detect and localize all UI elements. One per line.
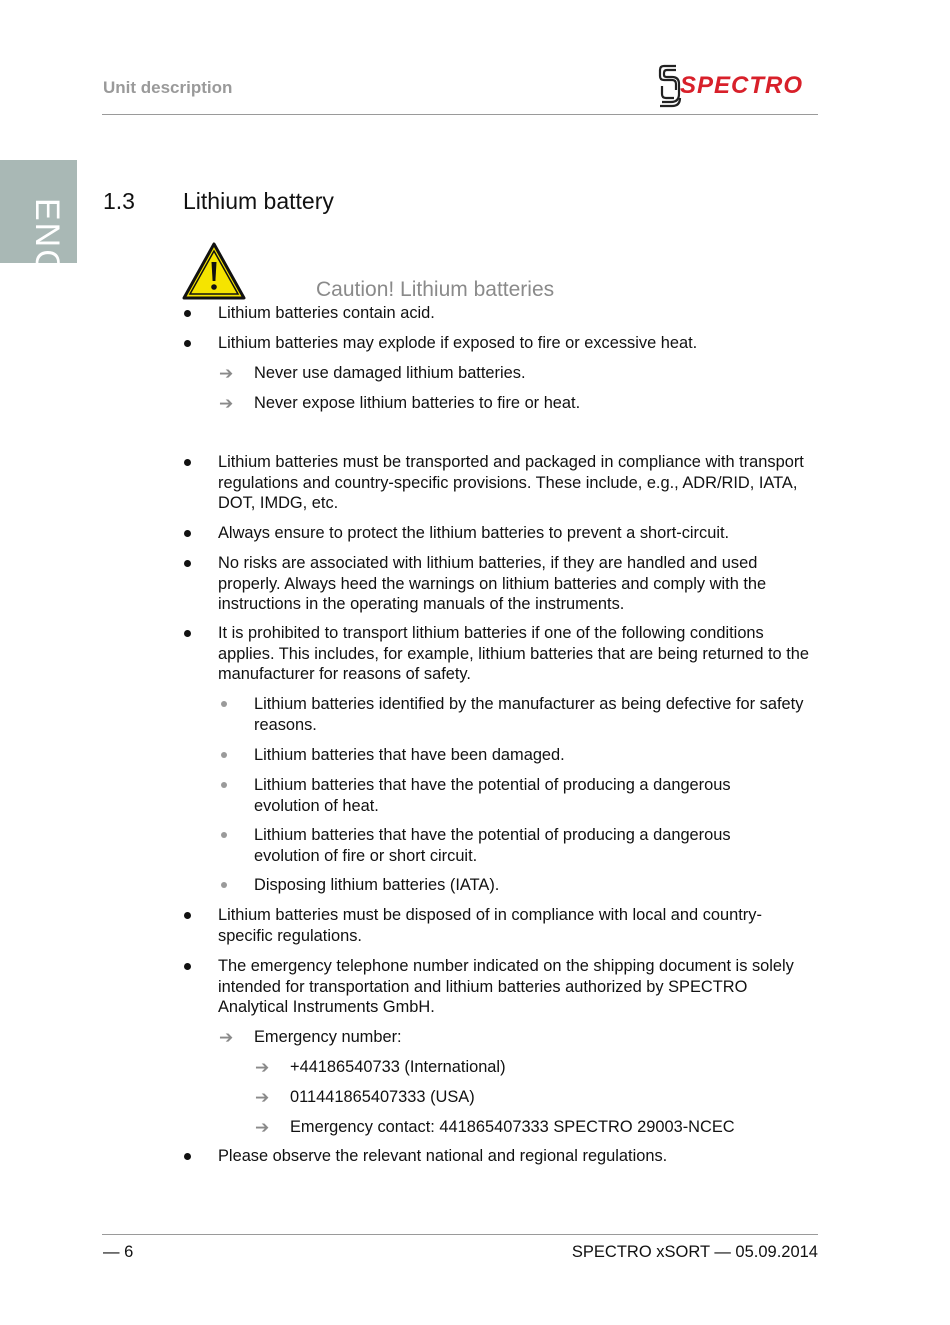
bullet-icon [184,560,191,567]
footer-rule [102,1234,818,1235]
list-item: It is prohibited to transport lithium batteries if one of the following conditions applies. This includes, for example, lithium batteries that are being returned to the manufacturer for reasons of safety. [218,624,809,683]
spectro-logo [658,64,820,110]
header-title: Unit description [103,78,233,97]
arrow-right-icon: ➔ [219,1028,234,1047]
sub-list-item: Lithium batteries that have the potential of producing a dangerous evolution of heat. [254,776,731,815]
sub-bullet-icon [221,752,227,758]
page-number: — 6 [103,1243,134,1261]
list-item: Please observe the relevant national and regional regulations. [218,1147,668,1165]
list-item: Lithium batteries contain acid. [218,304,435,322]
bullet-icon [184,310,191,317]
arrow-right-icon: ➔ [255,1058,270,1077]
sub-bullet-icon [221,701,227,707]
sub-bullet-icon [221,782,227,788]
bullet-icon [184,1153,191,1160]
bullet-icon [184,459,191,466]
arrow-right-icon: ➔ [219,364,234,383]
caution-heading: Caution! Lithium batteries [316,278,555,301]
list-item: Lithium batteries must be transported and packaged in compliance with transport regulations and country-specific provisions. These include, e.g., ADR/RID, IATA, DOT, IMDG, etc. [218,453,804,512]
header-rule [102,114,818,115]
arrow-right-icon: ➔ [255,1088,270,1107]
list-item: Lithium batteries must be disposed of in compliance with local and country-specific regulations. [218,906,762,945]
spectro-logo-mark-icon [658,64,682,110]
sub-list-item: Lithium batteries that have the potential of producing a dangerous evolution of fire or short circuit. [254,826,731,865]
warning-triangle-icon [182,242,246,300]
language-tab [0,160,77,278]
section-number: 1.3 [103,188,135,214]
arrow-right-icon: ➔ [255,1118,270,1137]
list-item: Always ensure to protect the lithium batteries to prevent a short-circuit. [218,524,730,542]
action-item: Emergency number: [254,1028,402,1046]
bullet-icon [184,963,191,970]
sub-bullet-icon [221,832,227,838]
list-item: The emergency telephone number indicated on the shipping document is solely intended for transportation and lithium batteries authorized by SPECTRO Analytical Instruments GmbH. [218,957,794,1016]
footer-doc-info: SPECTRO xSORT — 05.09.2014 [571,1243,818,1261]
sub-bullet-icon [221,882,227,888]
bullet-icon [184,912,191,919]
bullet-icon [184,630,191,637]
action-item: Never expose lithium batteries to fire or heat. [254,394,581,412]
action-item: +44186540733 (International) [290,1058,506,1076]
arrow-right-icon: ➔ [219,394,234,413]
sub-list-item: Disposing lithium batteries (IATA). [254,876,500,894]
list-item: Lithium batteries may explode if exposed to fire or excessive heat. [218,334,698,352]
list-item: No risks are associated with lithium batteries, if they are handled and used properly. Always heed the warnings on lithium batteries and comply with the instructions in the operating manuals of the instruments. [218,554,767,613]
bullet-icon [184,530,191,537]
spectro-logo-text: SPECTRO [680,72,804,99]
action-item: Emergency contact: 441865407333 SPECTRO 29003-NCEC [290,1118,735,1136]
sub-list-item: Lithium batteries that have been damaged. [254,746,565,764]
bullet-icon [184,340,191,347]
action-item: 011441865407333 (USA) [290,1088,475,1106]
section-title: Lithium battery [183,188,334,214]
action-item: Never use damaged lithium batteries. [254,364,526,382]
sub-list-item: Lithium batteries identified by the manufacturer as being defective for safety reasons. [254,695,804,734]
language-tab-label: ENG [28,198,66,278]
